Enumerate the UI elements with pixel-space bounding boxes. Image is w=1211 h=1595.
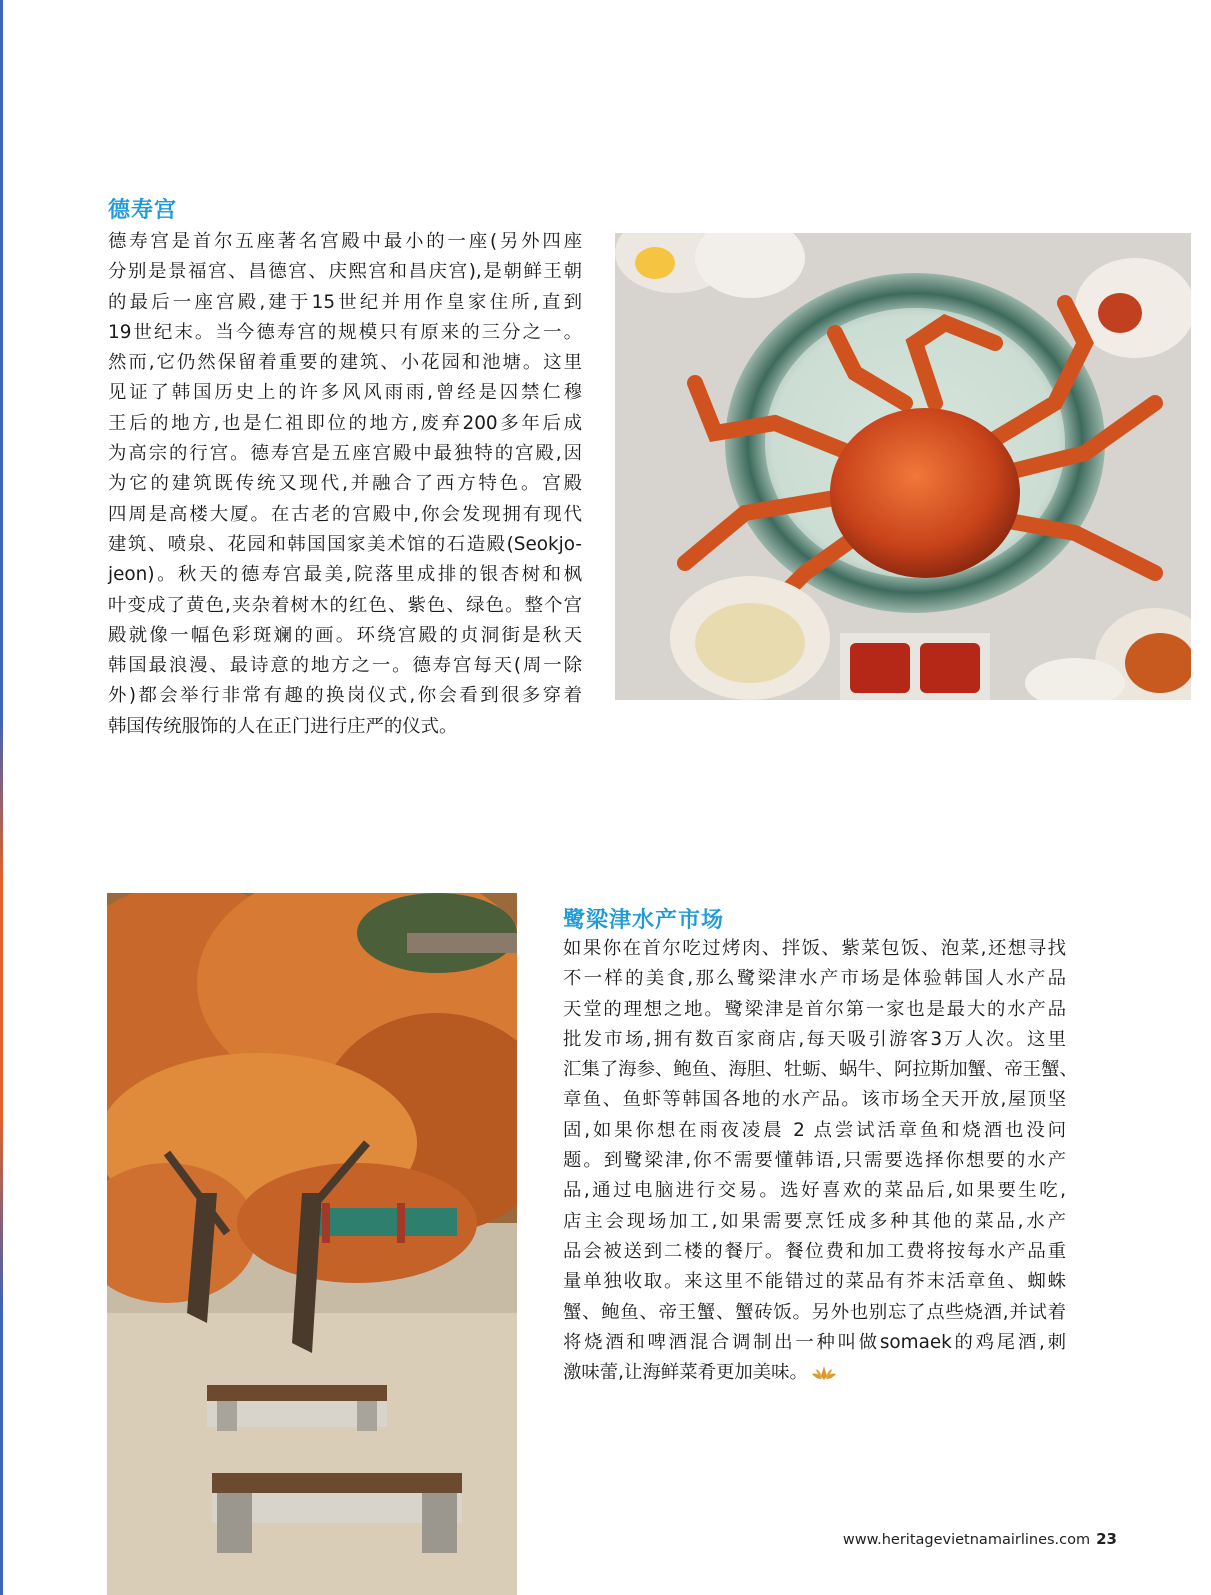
autumn-maple-photo <box>107 893 517 1595</box>
text-line: 为高宗的行宫。德寿宫是五座宫殿中最独特的宫殿,因 <box>108 443 582 465</box>
text-line: 建筑、喷泉、花园和韩国国家美术馆的石造殿(Seokjo- <box>108 533 582 555</box>
text-line: 分别是景福宫、昌德宫、庆熙宫和昌庆宫),是朝鲜王朝 <box>108 261 582 283</box>
text-line: 为它的建筑既传统又现代,并融合了西方特色。宫殿 <box>108 473 582 495</box>
text-line: 然而,它仍然保留着重要的建筑、小花园和池塘。这里 <box>108 352 582 374</box>
text-line: 量单独收取。来这里不能错过的菜品有芥末活章鱼、蜘蛛 <box>563 1271 1066 1293</box>
text-line: 韩国传统服饰的人在正门进行庄严的仪式。 <box>108 715 458 737</box>
text-line: 见证了韩国历史上的许多风风雨雨,曾经是囚禁仁穆 <box>108 382 582 404</box>
text-line: 德寿宫是首尔五座著名宫殿中最小的一座(另外四座 <box>108 231 582 252</box>
page-footer <box>843 1530 1117 1548</box>
text-line: 批发市场,拥有数百家商店,每天吸引游客3万人次。这里 <box>563 1028 1066 1050</box>
text-line: 将烧酒和啤酒混合调制出一种叫做somaek的鸡尾酒,刺 <box>563 1331 1066 1353</box>
text-line: 天堂的理想之地。鹭梁津是首尔第一家也是最大的水产品 <box>563 998 1066 1020</box>
text-line: 王后的地方,也是仁祖即位的地方,废弃200多年后成 <box>108 412 582 434</box>
text-line: jeon)。秋天的德寿宫最美,院落里成排的银杏树和枫 <box>108 564 582 586</box>
text-line: 品会被送到二楼的餐厅。餐位费和加工费将按每水产品重 <box>563 1240 1066 1262</box>
text-line: 店主会现场加工,如果需要烹饪成多种其他的菜品,水产 <box>563 1210 1066 1232</box>
text-line: 题。到鹭梁津,你不需要懂韩语,只需要选择你想要的水产 <box>563 1150 1066 1172</box>
end-ornament-icon <box>810 1364 838 1382</box>
text-line: 蟹、鲍鱼、帝王蟹、蟹砖饭。另外也别忘了点些烧酒,并试着 <box>563 1301 1066 1323</box>
section-body-noryangjin <box>563 934 1078 1388</box>
section-title-noryangjin: 鹭梁津水产市场 <box>563 908 725 933</box>
text-line: 的最后一座宫殿,建于15世纪并用作皇家住所,直到 <box>108 291 582 313</box>
footer-url[interactable]: www.heritagevietnamairlines.com <box>842 1532 1091 1548</box>
page-edge-bar <box>0 0 3 1595</box>
text-line: 固,如果你想在雨夜凌晨 2 点尝试活章鱼和烧酒也没问 <box>563 1119 1066 1141</box>
text-line: 叶变成了黄色,夹杂着树木的红色、紫色、绿色。整个宫 <box>108 594 582 616</box>
text-line: 四周是高楼大厦。在古老的宫殿中,你会发现拥有现代 <box>108 503 582 525</box>
text-line: 殿就像一幅色彩斑斓的画。环绕宫殿的贞洞街是秋天 <box>108 624 582 646</box>
text-line: 19世纪末。当今德寿宫的规模只有原来的三分之一。 <box>108 321 582 343</box>
section-title-deoksugung: 德寿宫 <box>108 198 178 223</box>
text-line: 不一样的美食,那么鹭梁津水产市场是体验韩国人水产品 <box>563 968 1066 990</box>
text-line: 激味蕾,让海鲜菜肴更加美味。 <box>563 1358 1066 1388</box>
text-line: 品,通过电脑进行交易。选好喜欢的菜品后,如果要生吃, <box>563 1180 1066 1202</box>
page-number: 23 <box>1096 1530 1117 1548</box>
text-line: 韩国最浪漫、最诗意的地方之一。德寿宫每天(周一除 <box>108 655 582 677</box>
text-line: 外)都会举行非常有趣的换岗仪式,你会看到很多穿着 <box>108 685 582 707</box>
text-line: 章鱼、鱼虾等韩国各地的水产品。该市场全天开放,屋顶坚 <box>563 1089 1066 1111</box>
king-crab-photo <box>615 233 1191 700</box>
section-body-deoksugung <box>108 227 582 742</box>
text-line: 汇集了海参、鲍鱼、海胆、牡蛎、蜗牛、阿拉斯加蟹、帝王蟹、 <box>563 1059 1078 1081</box>
text-line: 如果你在首尔吃过烤肉、拌饭、紫菜包饭、泡菜,还想寻找 <box>563 938 1066 959</box>
